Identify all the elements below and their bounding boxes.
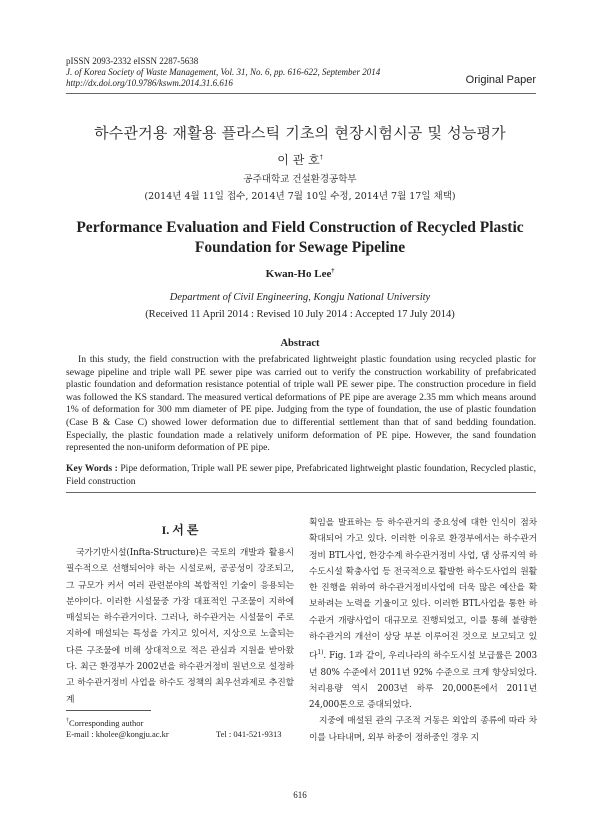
korean-dates: (2014년 4월 11일 접수, 2014년 7월 10일 수정, 2014년 7월 17일 채택) <box>144 191 456 202</box>
keywords-rule <box>66 492 536 493</box>
abstract-heading: Abstract <box>280 338 320 349</box>
footnote-contact <box>66 729 294 740</box>
journal-citation: J. of Korea Society of Waste Management, Vol. 31, No. 6, pp. 616-622, September 2014 <box>66 67 381 77</box>
article-type: Original Paper <box>465 74 536 86</box>
keywords: Key Words : Pipe deformation, Triple wall PE sewer pipe, Prefabricated lightweight plastic foundation, Recycled plastic, Field construction <box>66 463 536 487</box>
section-heading-introduction: I. 서 론 <box>161 523 199 537</box>
korean-title: 하수관거용 재활용 플라스틱 기초의 현장시험시공 및 성능평가 <box>94 124 506 142</box>
header-rule <box>66 93 536 94</box>
english-dates: (Received 11 April 2014 : Revised 10 July 2014 : Accepted 17 July 2014) <box>145 309 455 320</box>
korean-affiliation: 공주대학교 건설환경공학부 <box>243 174 357 185</box>
page-number: 616 <box>293 790 307 800</box>
abstract-text: In this study, the field construction with the prefabricated lightweight plastic foundation using recycled plastic for sewage pipeline and triple wall PE sewer pipe was carried out to verify the construction workability of prefabricated plastic foundation and deformation resistance potential of triple wall PE sewer pipe. The construction procedure in field was followed the KS standard. The measured vertical deformations of PE pipe are average 2.35 mm which means around 1% of deformation for 300 mm diameter of PE pipe. Judging from the type of foundation, the use of plastic foundation (Case B & Case C) showed lower deformation due to differential settlement than that of sand bedding foundation. Especially, the plastic foundation made a relatively uniform deformation of PE pipe. However, the sand foundation represented the non-uniform deformation of PE pipe. <box>66 354 536 454</box>
doi-link[interactable]: http://dx.doi.org/10.9786/kswm.2014.31.6.616 <box>66 78 233 88</box>
left-column-paragraph: 국가기반시설(Infta-Structure)은 국토의 개발과 활용시 필수적으로 선행되어야 하는 시설로써, 공공성이 강조되고, 그 규모가 커서 여러 관련분야의 복합적인 기술이 응용되는 분야이다. 이러한 시설물중 가장 대표적인 구조물이 지하에 매설되는 하수관거이다. 그러나, 하수관거는 시설물이 주로 지하에 매설되는 특성을 가지고 있어서, 지상으로 노출되는 다른 구조물에 비해 상대적으로 적은 관심과 지원을 받아왔다. 최근 환경부가 2002년을 하수관거정비 원년으로 설정하고 하수관거정비 사업을 하수도 정책의 최우선과제로 추진할 계 <box>66 548 294 705</box>
english-author: Kwan-Ho Lee† <box>265 268 335 280</box>
english-title: Performance Evaluation and Field Construction of Recycled Plastic Foundation for Sewage Pipeline <box>76 219 524 256</box>
footnote-email[interactable]: E-mail : kholee@kongju.ac.kr <box>66 729 169 739</box>
right-column-paragraph-2: 지중에 매설된 관의 구조적 거동은 외압의 종류에 따라 차이를 나타내며, 외부 하중이 정하중인 경우 지 <box>309 716 537 743</box>
english-affiliation: Department of Civil Engineering, Kongju National University <box>169 292 431 303</box>
right-column-text <box>309 515 537 746</box>
right-column-paragraph-1: 획임을 발표하는 등 하수관거의 중요성에 대한 인식이 점차 확대되어 가고 있다. 이러한 이유로 환경부에서는 하수관거정비 BTL사업, 한강수계 하수관거정비 사업, 댐 상류지역 하수도시설 확충사업 등 전국적으로 활발한 하수도사업의 원활한 진행을 위하여 하수관거정비사업에 더욱 많은 예산을 확보하려는 노력을 기울이고 있다. 이러한 BTL사업을 통한 하수관거 개량사업이 대규모로 진행되었고, 이를 통해 불량한 하수관거의 개선이 상당 부분 이루어진 것으로 보고되고 있다$^{1)}$. Fig. 1과 같이, 우리나라의 하수도시설 보급률은 2003년 80% 수준에서 2011년 92% 수준으로 크게 향상되었다. 처리용량 역시 2003년 하루 20,000톤에서 2011년 24,000톤으로 증대되었다. <box>309 518 537 711</box>
issn: pISSN 2093-2332 eISSN 2287-5638 <box>66 56 199 66</box>
footnote-corresponding: †Corresponding author <box>66 717 144 728</box>
footnote-rule <box>66 710 151 711</box>
footnote-tel: Tel : 041-521-9313 <box>216 729 282 739</box>
korean-author: 이 관 호† <box>277 153 323 167</box>
